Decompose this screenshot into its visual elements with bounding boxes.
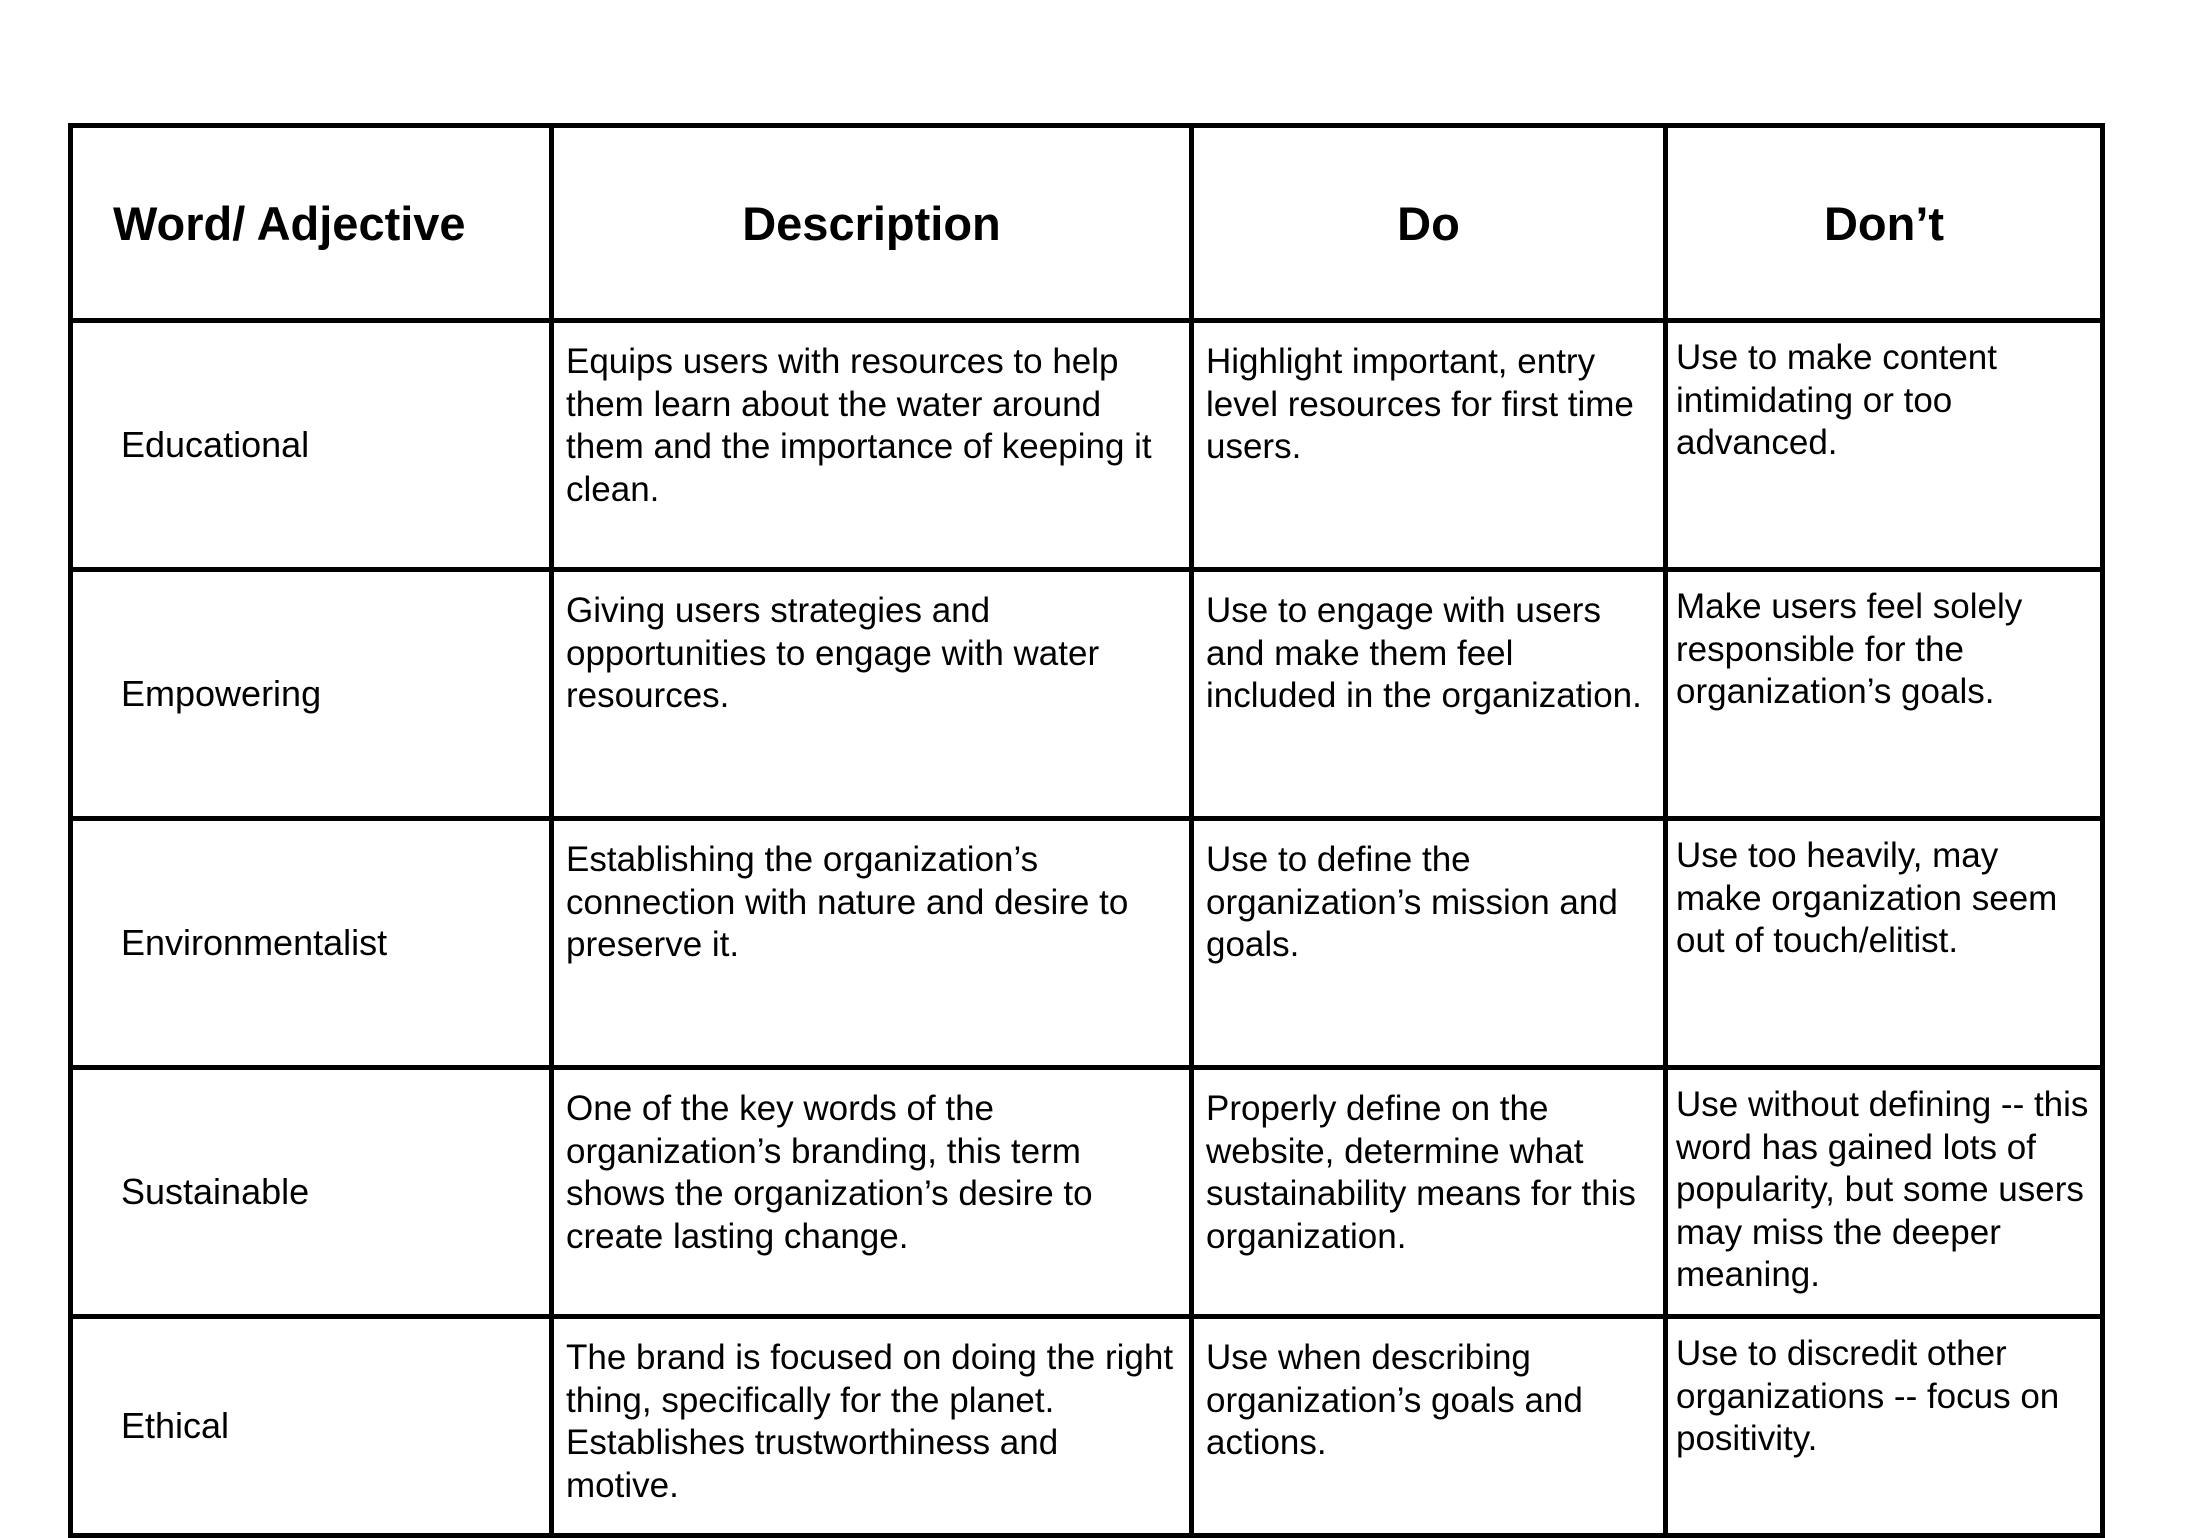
header-row [71,126,2103,321]
table-row [71,1068,2103,1317]
do-cell: Use when describing organization’s goals and actions. [1192,1317,1666,1536]
word-cell: Empowering [71,570,552,819]
dont-cell: Use to discredit other organizations -- focus on positivity. [1666,1317,2103,1536]
header-word-adjective: Word/ Adjective [71,126,552,321]
table-row [71,819,2103,1068]
description-cell: The brand is focused on doing the right thing, specifically for the planet. Establishes trustworthiness and motive. [552,1317,1192,1536]
do-cell: Highlight important, entry level resources for first time users. [1192,321,1666,570]
table-row [71,1317,2103,1536]
table-row [71,321,2103,570]
dont-cell: Use to make content intimidating or too advanced. [1666,321,2103,570]
word-cell: Educational [71,321,552,570]
do-cell: Use to engage with users and make them feel included in the organization. [1192,570,1666,819]
dont-cell: Use without defining -- this word has gained lots of popularity, but some users may miss the deeper meaning. [1666,1068,2103,1317]
dont-cell: Use too heavily, may make organization seem out of touch/elitist. [1666,819,2103,1068]
word-cell: Ethical [71,1317,552,1536]
brand-voice-table [68,123,2105,1538]
dont-cell: Make users feel solely responsible for the organization’s goals. [1666,570,2103,819]
table-header [71,126,2103,321]
do-cell: Use to define the organization’s mission and goals. [1192,819,1666,1068]
table-row [71,570,2103,819]
header-do: Do [1192,126,1666,321]
word-cell: Sustainable [71,1068,552,1317]
description-cell: One of the key words of the organization’s branding, this term shows the organization’s desire to create lasting change. [552,1068,1192,1317]
do-cell: Properly define on the website, determine what sustainability means for this organization. [1192,1068,1666,1317]
word-cell: Environmentalist [71,819,552,1068]
table-body [71,321,2103,1536]
description-cell: Giving users strategies and opportunities to engage with water resources. [552,570,1192,819]
header-description: Description [552,126,1192,321]
description-cell: Equips users with resources to help them learn about the water around them and the importance of keeping it clean. [552,321,1192,570]
header-dont: Don’t [1666,126,2103,321]
description-cell: Establishing the organization’s connection with nature and desire to preserve it. [552,819,1192,1068]
